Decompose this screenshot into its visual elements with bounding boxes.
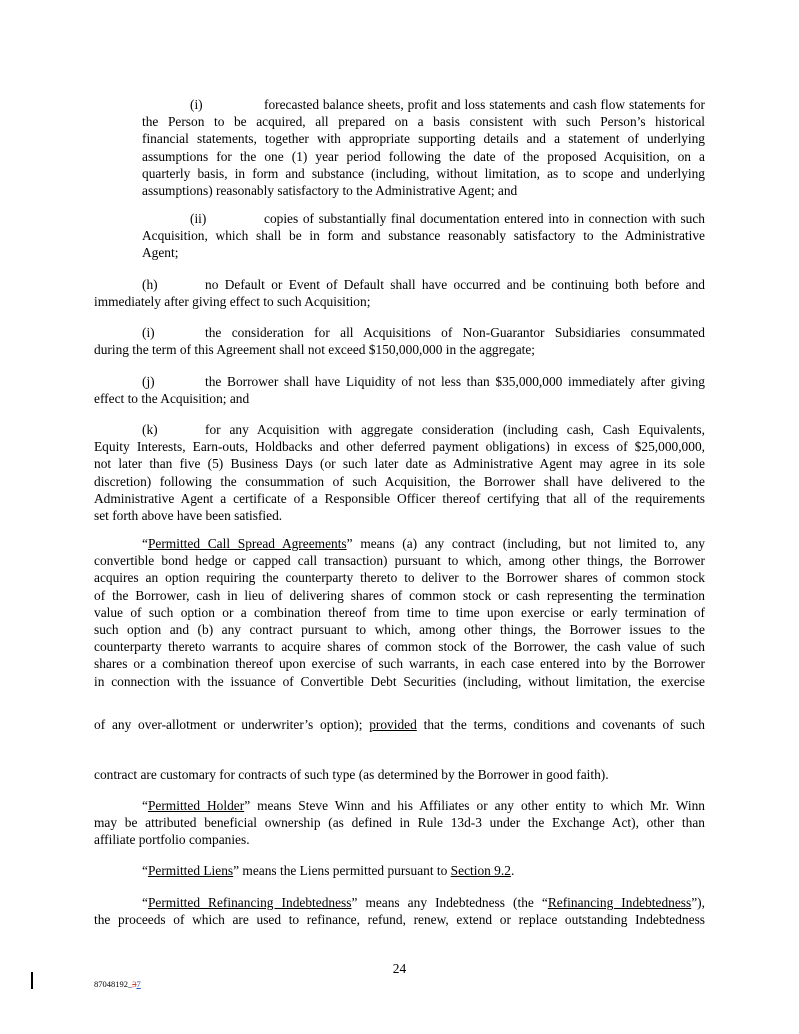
item-label: (h) [142, 277, 158, 292]
item-label: (j) [142, 374, 155, 389]
defined-term: Permitted Call Spread Agreements [147, 536, 347, 551]
paragraph-h: (h) no Default or Event of Default shall have occurred and be continuing both before and immediately after giving effect to such Acquisition; [94, 277, 705, 310]
change-bar [31, 972, 33, 989]
defined-term: Permitted Liens [147, 863, 234, 878]
call-spread-final-line: contract are customary for contracts of such type (as determined by the Borrower in good faith). [94, 767, 609, 782]
item-label: (k) [142, 422, 158, 437]
deleted-text: 3 [132, 979, 137, 989]
page-number: 24 [392, 961, 407, 976]
paragraph-j: (j) the Borrower shall have Liquidity of not less than $35,000,000 immediately after giving effect to the Acquisition; and [94, 374, 705, 407]
paragraph-k: (k) for any Acquisition with aggregate consideration (including cash, Cash Equivalents, Equity Interests, Earn-outs, Holdbacks and other deferred payment obligations) in excess of $25,000,000, not later than five (5) Business Days (or such later date as Administrative Agent may agree in its sole discretion) following the consummation of such Acquisition, the Borrower shall have delivered to the Administrative Agent a certificate of a Responsible Officer thereof certifying that all of the requirements set forth above have been satisfied. [94, 422, 705, 524]
item-label: (i) [142, 325, 155, 340]
provided-term: provided [369, 717, 417, 732]
definition-permitted-holder: “Permitted Holder” means Steve Winn and his Affiliates or any other entity to which Mr. Winn may be attributed beneficial ownership (as defined in Rule 13d-3 under the Exchange Act), other than affiliate portfolio companies. [94, 798, 705, 848]
document-id: 87048192_37 [94, 979, 141, 989]
definition-permitted-call-spread-agreements: “Permitted Call Spread Agreements” means (a) any contract (including, but not limited to, any convertible bond hedge or capped call transaction) pursuant to which, among other things, the Borrower acquires an option requiring the counterparty thereto to deliver to the Borrower shares of common stock of the Borrower, cash in lieu of delivering shares of common stock or cash representing the termination value of such option or a combination thereof from time to time upon exercise or early termination of such option and (b) any contract pursuant to which, among other things, the Borrower issues to the counterparty thereto warrants to acquire shares of common stock of the Borrower, the cash value of such shares or a combination thereof upon exercise of such warrants, in each case entered into by the Borrower in connection with the issuance of Convertible Debt Securities (including, without limitation, the exercise [94, 536, 705, 689]
item-label: (i) [190, 97, 203, 112]
defined-term-2: Refinancing Indebtedness [547, 895, 692, 910]
item-label: (ii) [190, 211, 207, 226]
paragraph-i-sub: (i) forecasted balance sheets, profit and loss statements and cash flow statements for the Person to be acquired, all prepared on a basis consistent with such Person’s historical financial statements, together with appropriate supporting details and a statement of underlying assumptions for the one (1) year period following the date of the proposed Acquisition, on a quarterly basis, in form and substance (including, without limitation, as to scope and underlying assumptions) reasonably satisfactory to the Administrative Agent; and [142, 97, 705, 199]
definition-permitted-liens: “Permitted Liens” means the Liens permitted pursuant to Section 9.2. [142, 863, 515, 878]
definition-permitted-refinancing-indebtedness: “Permitted Refinancing Indebtedness” means any Indebtedness (the “Refinancing Indebtedness”), the proceeds of which are used to refinance, refund, renew, extend or replace outstanding Indebtedness [94, 895, 705, 928]
defined-term: Permitted Refinancing Indebtedness [147, 895, 352, 910]
section-reference: Section 9.2 [450, 863, 511, 878]
paragraph-i: (i) the consideration for all Acquisitions of Non-Guarantor Subsidiaries consummated during the term of this Agreement shall not exceed $150,000,000 in the aggregate; [94, 325, 705, 358]
paragraph-ii-sub: (ii) copies of substantially final documentation entered into in connection with such Acquisition, which shall be in form and substance reasonably satisfactory to the Administrative Agent; [142, 211, 705, 261]
defined-term: Permitted Holder [147, 798, 245, 813]
inserted-text: 7 [136, 979, 141, 989]
call-spread-continuation-line: of any over-allotment or underwriter’s option); provided that the terms, conditions and covenants of such [94, 717, 705, 732]
